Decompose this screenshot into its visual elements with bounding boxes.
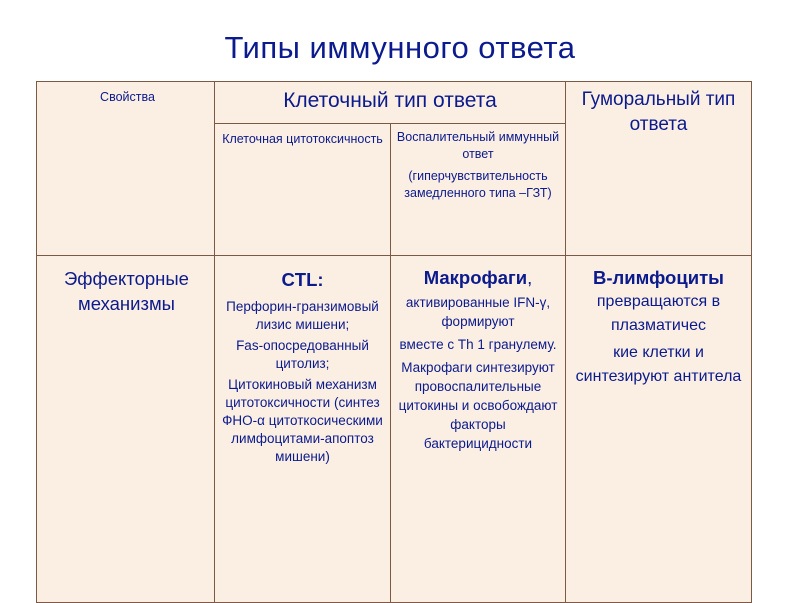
subheader-inflammatory xyxy=(391,124,566,256)
inflammatory-note: (гиперчувствительность замедленного типа –ГЗТ) xyxy=(404,169,552,200)
ctl-item: Перфорин-гранзимовый лизис мишени; xyxy=(226,299,379,332)
b-lymphocyte-cell xyxy=(566,256,752,603)
effector-row xyxy=(37,256,752,603)
ctl-cell xyxy=(215,256,391,603)
ctl-body xyxy=(215,291,390,466)
header-properties: Свойства xyxy=(37,82,215,256)
macrophage-comma: , xyxy=(527,267,533,288)
header-humoral: Гуморальный тип ответа xyxy=(566,82,752,256)
macrophage-item: Макрофаги синтезируют провоспалительные цитокины и освобождают факторы бактерицидности xyxy=(398,360,558,451)
ctl-item: Цитокиновый механизм цитотоксичности (синтез ФНО-α цитоткосическими лимфоцитами-апоптоз мишени) xyxy=(222,377,383,464)
macrophage-item: вместе с Th 1 гранулему. xyxy=(399,337,557,352)
b-lymphocyte-title: В-лимфоциты xyxy=(593,267,724,288)
header-row xyxy=(37,82,752,124)
macrophage-item: активированные IFN-γ, формируют xyxy=(405,295,551,329)
inflammatory-title: Воспалительный иммунный ответ xyxy=(396,130,560,161)
b-lymphocyte-item: превращаются в плазматичес xyxy=(596,293,721,334)
macrophage-body xyxy=(391,289,565,453)
b-lymphocyte-item: кие клетки и синтезируют антитела xyxy=(575,344,742,385)
header-cellular: Клеточный тип ответа xyxy=(215,82,566,124)
macrophage-title: Макрофаги xyxy=(423,267,528,288)
ctl-title: CTL: xyxy=(281,269,324,290)
effector-label: Эффекторные механизмы xyxy=(37,256,215,603)
macrophage-title-line xyxy=(391,256,565,289)
b-lymphocyte-body xyxy=(566,290,751,389)
macrophage-cell xyxy=(391,256,566,603)
immune-response-table xyxy=(36,81,752,603)
ctl-item: Fas-опосредованный цитолиз; xyxy=(236,338,369,371)
page-title: Типы иммунного ответа xyxy=(224,30,576,65)
subheader-cytotoxicity: Клеточная цитотоксичность xyxy=(215,124,391,256)
